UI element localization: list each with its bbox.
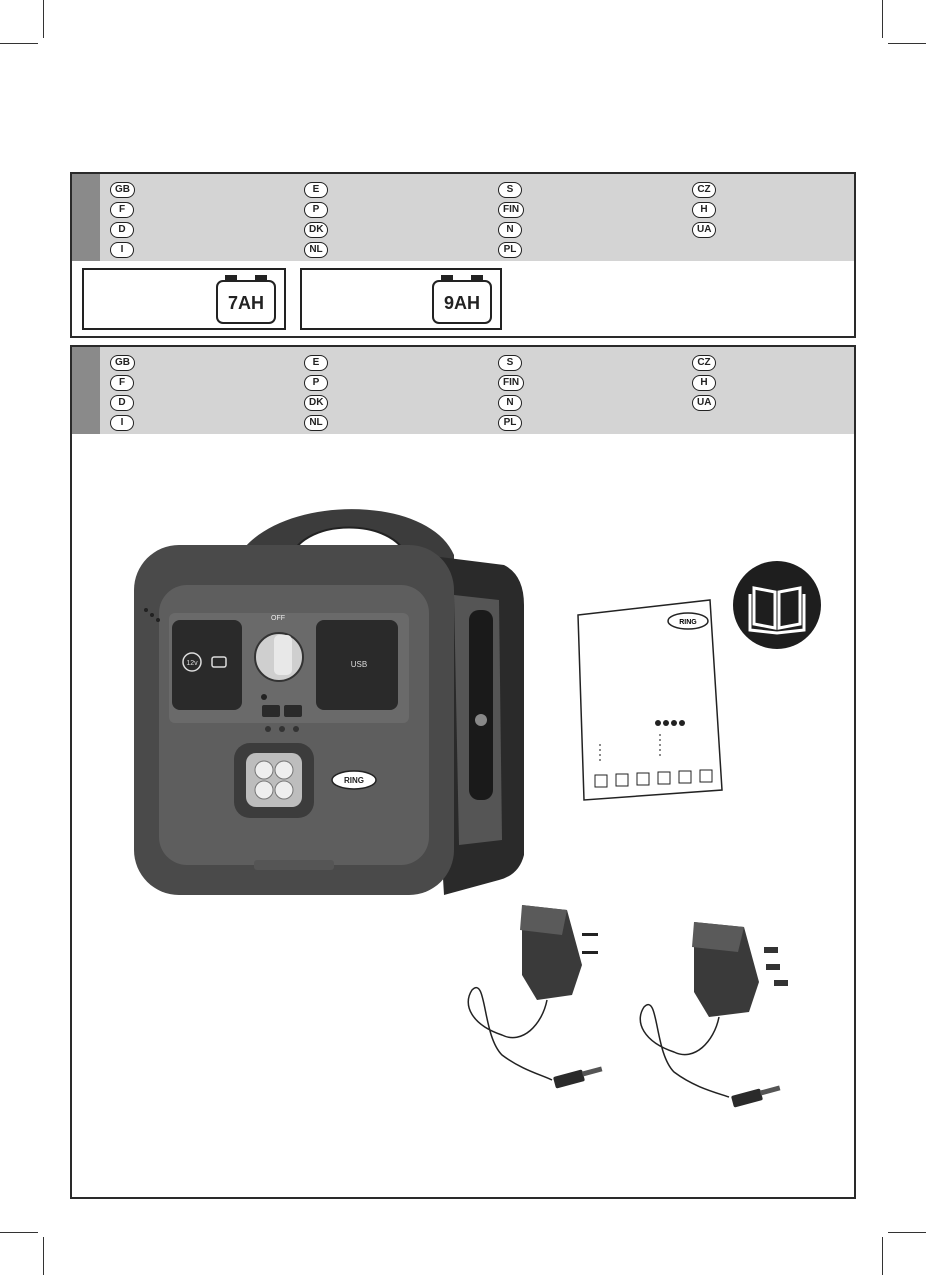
language-band xyxy=(72,174,854,261)
lang-item xyxy=(110,393,304,413)
contents-panel xyxy=(70,345,856,1199)
crop-mark xyxy=(0,1232,38,1233)
band-side xyxy=(72,347,100,434)
lang-item xyxy=(110,200,304,220)
lang-code: N xyxy=(498,395,522,411)
lang-code: NL xyxy=(304,415,328,431)
crop-mark xyxy=(882,0,883,38)
lang-code: D xyxy=(110,395,134,411)
lang-item xyxy=(692,353,842,373)
lang-item xyxy=(498,240,692,260)
language-grid xyxy=(110,180,844,260)
lang-item xyxy=(110,180,304,200)
user-manual-illustration xyxy=(570,595,730,805)
open-book-icon xyxy=(732,560,822,650)
battery-icon xyxy=(216,280,276,324)
language-band xyxy=(72,347,854,434)
band-side xyxy=(72,174,100,261)
power-pack-illustration xyxy=(124,475,534,915)
lang-item xyxy=(304,240,498,260)
capacity-label: 9AH xyxy=(443,293,480,313)
lang-item xyxy=(110,353,304,373)
lang-item xyxy=(498,393,692,413)
lang-item xyxy=(498,180,692,200)
lang-code: S xyxy=(498,182,522,198)
battery-icon xyxy=(432,280,492,324)
crop-mark xyxy=(888,1232,926,1233)
lang-item xyxy=(498,220,692,240)
lang-code: PL xyxy=(498,242,522,258)
capacity-label: 7AH xyxy=(227,293,264,313)
capacity-box-9ah xyxy=(300,268,502,330)
language-grid xyxy=(110,353,844,433)
lang-code: CZ xyxy=(692,355,716,371)
lang-item xyxy=(110,220,304,240)
lang-item xyxy=(304,220,498,240)
lang-item xyxy=(692,180,842,200)
lang-code: NL xyxy=(304,242,328,258)
crop-mark xyxy=(43,1237,44,1275)
lang-item xyxy=(110,413,304,433)
manual-logo: RING xyxy=(679,619,697,626)
lang-item xyxy=(110,240,304,260)
lang-item xyxy=(304,200,498,220)
crop-mark xyxy=(882,1237,883,1275)
lang-item xyxy=(110,373,304,393)
lang-code: GB xyxy=(110,355,135,371)
lang-item xyxy=(692,220,842,240)
crop-mark xyxy=(888,43,926,44)
lang-item xyxy=(304,353,498,373)
voltage-label: 12v xyxy=(186,660,198,667)
lang-code: P xyxy=(304,202,328,218)
lang-code: I xyxy=(110,415,134,431)
lang-code: S xyxy=(498,355,522,371)
lang-code: E xyxy=(304,355,328,371)
lang-item xyxy=(498,373,692,393)
lang-item xyxy=(692,393,842,413)
switch-label: OFF xyxy=(271,615,285,622)
lang-code: FIN xyxy=(498,202,524,218)
lang-code: D xyxy=(110,222,134,238)
lang-code: FIN xyxy=(498,375,524,391)
crop-mark xyxy=(43,0,44,38)
lang-item xyxy=(692,373,842,393)
lang-item xyxy=(304,180,498,200)
lang-code: CZ xyxy=(692,182,716,198)
lang-item xyxy=(498,353,692,373)
lang-code: E xyxy=(304,182,328,198)
lang-code: H xyxy=(692,202,716,218)
lang-code: UA xyxy=(692,222,716,238)
lang-code: UA xyxy=(692,395,716,411)
usb-label: USB xyxy=(350,660,368,669)
lang-code: F xyxy=(110,202,134,218)
capacity-box-7ah xyxy=(82,268,286,330)
lang-code: DK xyxy=(304,222,328,238)
lang-code: PL xyxy=(498,415,522,431)
lang-item xyxy=(304,413,498,433)
lang-code: I xyxy=(110,242,134,258)
crop-mark xyxy=(0,43,38,44)
lang-item xyxy=(304,393,498,413)
brand-logo: RING xyxy=(344,776,364,785)
mains-charger-illustration xyxy=(442,895,642,1105)
capacity-panel xyxy=(70,172,856,338)
lang-code: GB xyxy=(110,182,135,198)
lang-code: F xyxy=(110,375,134,391)
lang-item xyxy=(498,200,692,220)
lang-item xyxy=(498,413,692,433)
uk-mains-charger-illustration xyxy=(614,912,824,1122)
lang-code: N xyxy=(498,222,522,238)
lang-code: DK xyxy=(304,395,328,411)
lang-code: H xyxy=(692,375,716,391)
lang-code: P xyxy=(304,375,328,391)
lang-item xyxy=(692,200,842,220)
lang-item xyxy=(304,373,498,393)
